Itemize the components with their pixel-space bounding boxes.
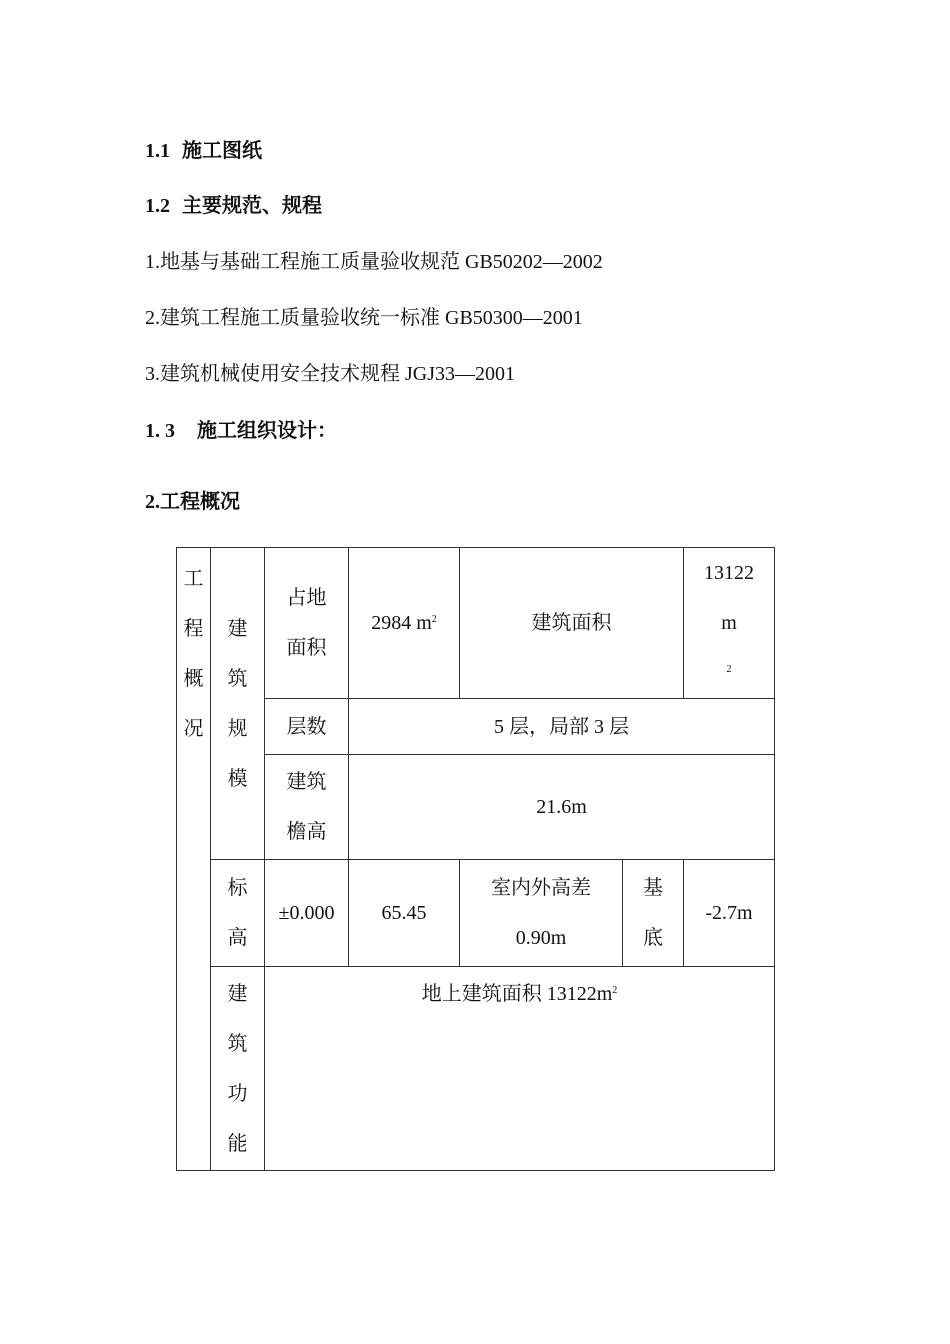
building-area-value: 13122 m $^2$ — [684, 548, 775, 699]
indoor-outdoor-height-difference: 室内外高差 0.90m — [460, 860, 623, 967]
standard-item-1: 1.地基与基础工程施工质量验收规范 GB50202—2002 — [145, 251, 603, 273]
land-area-label: 占地 面积 — [265, 548, 349, 699]
section-heading-project-overview: 2.工程概况 — [145, 491, 240, 513]
foundation-base-label: 基 底 — [623, 860, 684, 967]
elevation-zero-value: 65.45 — [349, 860, 460, 967]
heading-text: 施工图纸 — [182, 140, 262, 162]
elevation-label: 标 高 — [211, 860, 265, 967]
standard-item-2: 2.建筑工程施工质量验收统一标准 GB50300—2001 — [145, 307, 583, 329]
floors-value: 5 层，局部 3 层 — [349, 699, 775, 755]
heading-1-2 — [145, 192, 322, 220]
standard-item-3: 3.建筑机械使用安全技术规程 JGJ33—2001 — [145, 363, 516, 385]
floors-label: 层数 — [265, 699, 349, 755]
heading-1-3 — [145, 417, 337, 445]
elevation-zero-label: ±0.000 — [265, 860, 349, 967]
foundation-base-value: -2.7m — [684, 860, 775, 967]
heading-number: 1.1 — [145, 140, 170, 162]
heading-text: 施工组织设计： — [197, 420, 337, 442]
project-overview-table — [176, 547, 775, 1171]
heading-1-1 — [145, 137, 262, 165]
land-area-value: 2984 $m^2$ — [349, 548, 460, 699]
building-area-label: 建筑面积 — [460, 548, 684, 699]
building-function-value: 地上建筑面积 $13122m^2$ — [265, 967, 775, 1171]
eave-height-value: 21.6m — [349, 755, 775, 860]
heading-number: 1. 3 — [145, 420, 175, 442]
heading-number: 1.2 — [145, 195, 170, 217]
heading-text: 主要规范、规程 — [182, 195, 322, 217]
building-function-label: 建 筑 功 能 — [211, 967, 265, 1171]
project-overview-label: 工 程 概 况 — [177, 548, 211, 1171]
eave-height-label: 建筑 檐高 — [265, 755, 349, 860]
building-scale-label: 建 筑 规 模 — [211, 548, 265, 860]
